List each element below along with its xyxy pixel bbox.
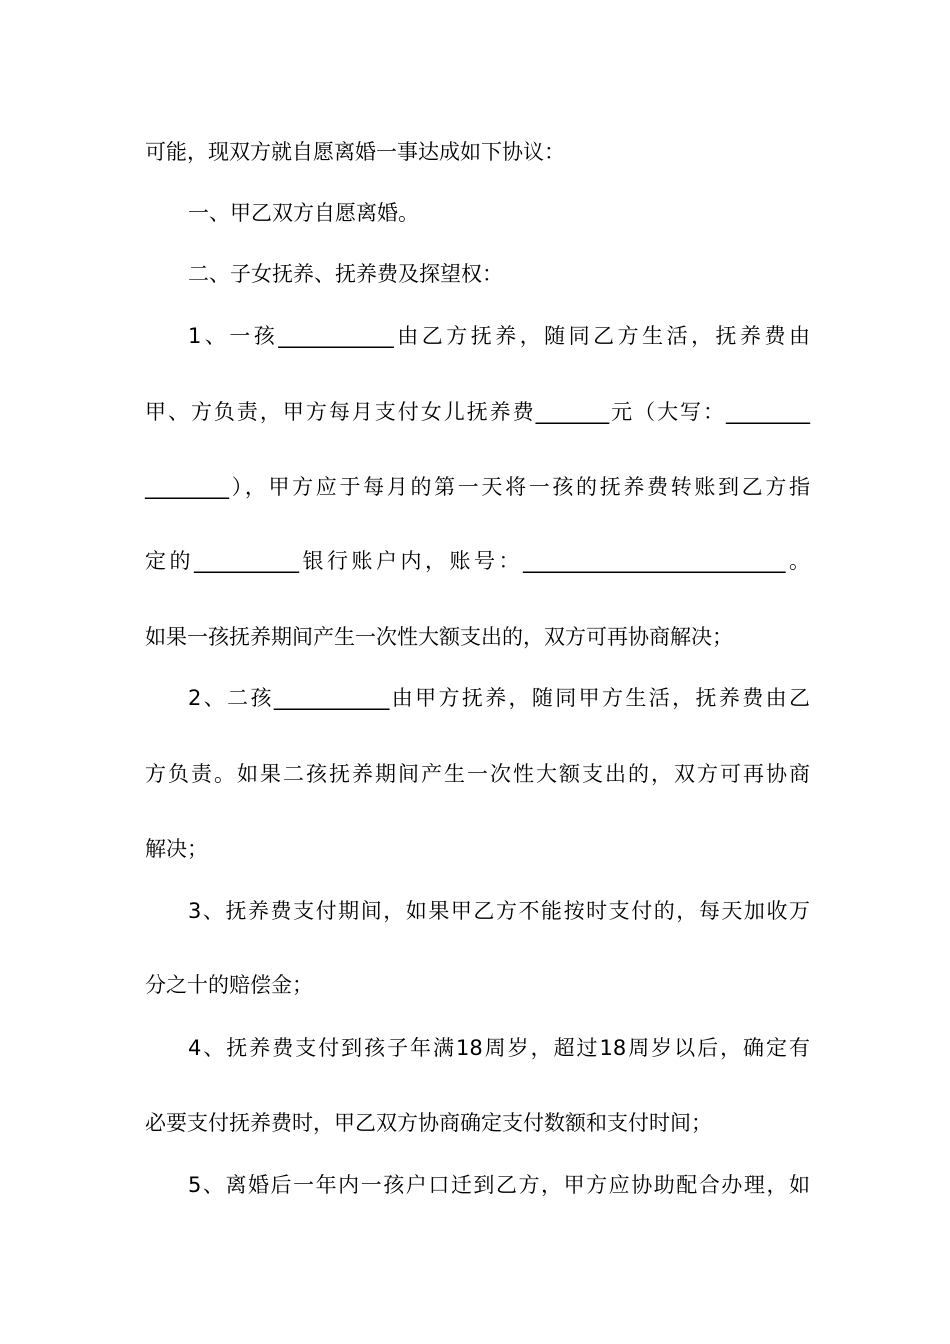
text-line: 3、抚养费支付期间，如果甲乙方不能按时支付的，每天加收万 — [188, 899, 810, 923]
text-line: 一、甲乙双方自愿离婚。 — [188, 201, 419, 225]
text-line: ________），甲方应于每月的第一天将一孩的抚养费转账到乙方指 — [145, 475, 810, 499]
text-line: 如果一孩抚养期间产生一次性大额支出的，双方可再协商解决； — [145, 625, 733, 649]
text-line: 必要支付抚养费时，甲乙双方协商确定支付数额和支付时间； — [145, 1111, 712, 1135]
text-line: 1、一孩___________由乙方抚养，随同乙方生活，抚养费由 — [188, 324, 810, 348]
text-line: 2、二孩___________由甲方抚养，随同甲方生活，抚养费由乙 — [188, 686, 810, 710]
text-line: 5、离婚后一年内一孩户口迁到乙方，甲方应协助配合办理，如 — [188, 1173, 810, 1197]
text-line: 4、抚养费支付到孩子年满18周岁，超过18周岁以后，确定有 — [188, 1036, 810, 1060]
text-line: 定的__________银行账户内，账号：_________________________。 — [145, 549, 810, 573]
text-line: 解决； — [145, 837, 208, 861]
text-line: 方负责。如果二孩抚养期间产生一次性大额支出的，双方可再协商 — [145, 762, 810, 786]
text-line: 可能，现双方就自愿离婚一事达成如下协议： — [145, 140, 565, 164]
text-line: 二、子女抚养、抚养费及探望权： — [188, 262, 503, 286]
text-line: 分之十的赔偿金； — [145, 973, 313, 997]
text-line: 甲、方负责，甲方每月支付女儿抚养费_______元（大写：________ — [145, 400, 810, 424]
